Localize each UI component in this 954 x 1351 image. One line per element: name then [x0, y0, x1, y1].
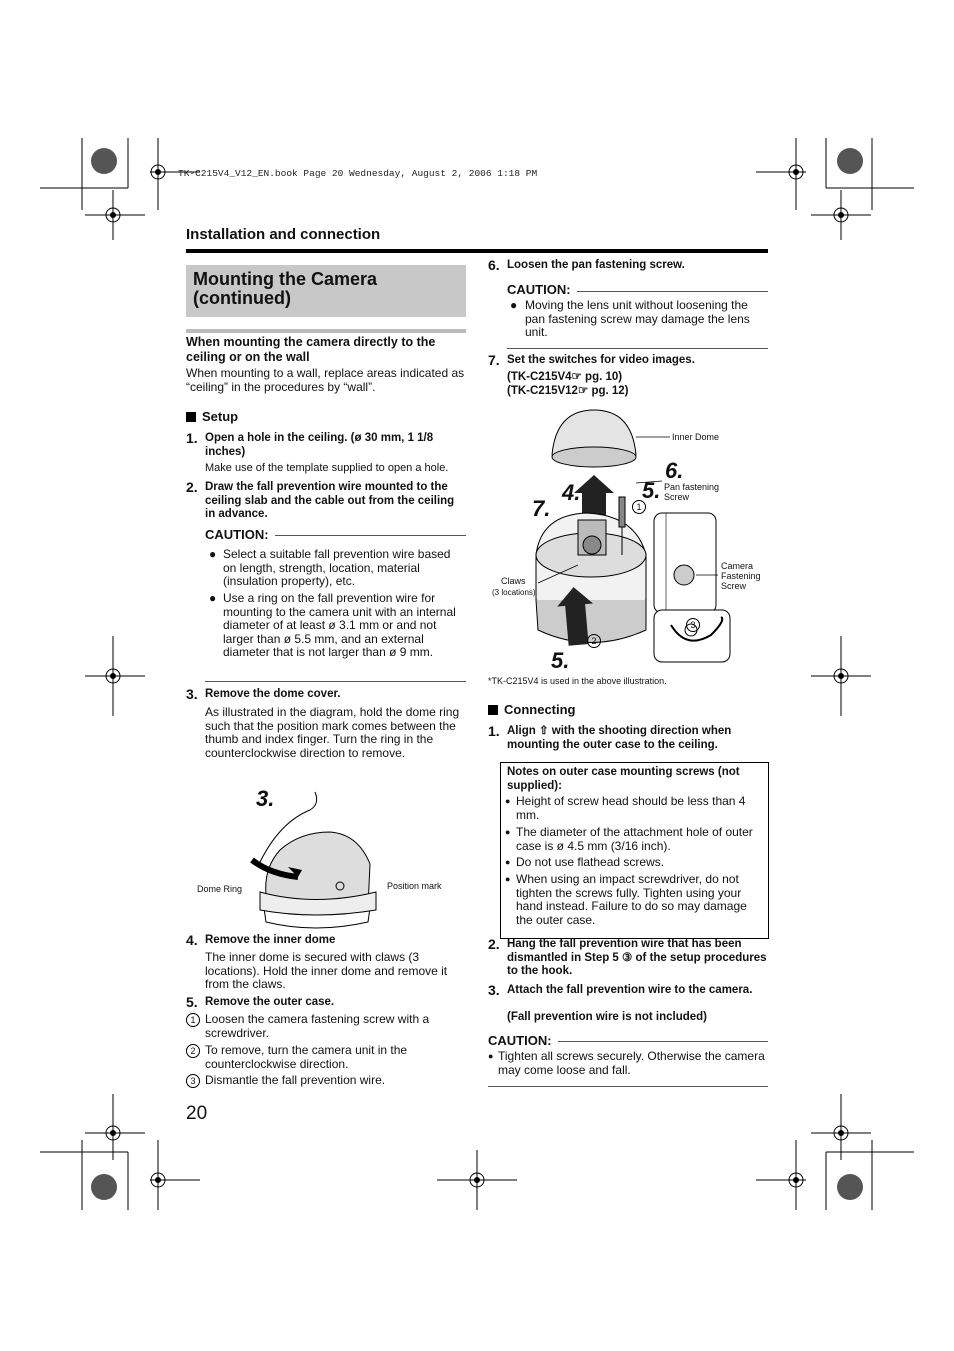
caution-bullet: Moving the lens unit without loosening the pan fastening screw may damage the lens unit. — [525, 298, 750, 339]
caution-rule — [275, 535, 466, 536]
figure-step-number: 3. — [256, 786, 275, 811]
step-text: Loosen the pan fastening screw. — [507, 259, 685, 271]
notes-bullet: When using an impact screwdriver, do not tighten the screws fully. Tighten using your hand instead. Failure to do so may damage the outer case. — [516, 872, 747, 927]
step-text: Set the switches for video images. — [507, 354, 695, 366]
position-mark-label: Position mark — [387, 881, 442, 891]
notes-bullet: Height of screw head should be less than 4 mm. — [516, 794, 746, 822]
step-note: As illustrated in the diagram, hold the dome ring such that the position mark comes between the thumb and index finger. Turn the ring in the counterclockwise direction to remove. — [205, 705, 460, 760]
step-text: Remove the outer case. — [205, 996, 335, 1008]
bullet-dot-icon: ● — [505, 874, 511, 884]
step-number: 7. — [488, 352, 500, 368]
step-number: 1. — [186, 430, 198, 446]
page-title-box — [186, 265, 466, 317]
square-bullet-icon — [186, 412, 196, 422]
book-slug: TK-C215V4_V12_EN.book Page 20 Wednesday, August 2, 2006 1:18 PM — [178, 168, 538, 179]
caution-bullet: Select a suitable fall prevention wire based on length, strength, location, material (insulation property), etc. — [223, 547, 451, 588]
step-note: The inner dome is secured with claws (3 locations). Hold the inner dome and remove it from the claws. — [205, 950, 448, 991]
section-title: Installation and connection — [186, 226, 381, 243]
step-text: Align ⇧ with the shooting direction when mounting the outer case to the ceiling. — [507, 725, 732, 751]
caution-label: CAUTION: — [205, 527, 269, 542]
step-number: 2. — [488, 936, 500, 952]
caution-label: CAUTION: — [507, 282, 571, 297]
step-text: (Fall prevention wire is not included) — [507, 1011, 707, 1023]
bullet-dot-icon: ● — [505, 827, 511, 837]
figure-step-number: 6. — [665, 458, 684, 483]
substep-text: Loosen the camera fastening screw with a screwdriver. — [205, 1012, 430, 1040]
step-number: 3. — [488, 982, 500, 998]
figure-step-number: 7. — [532, 496, 551, 521]
caution-bullet: Use a ring on the fall prevention wire for mounting to the camera unit with an internal diameter of at least ø 3.1 mm or and not larger than ø 5.5 mm, and an external diameter that is not larger than ø 9 mm. — [223, 591, 456, 659]
camera-disassembly-illustration — [486, 405, 766, 675]
step-text: Draw the fall prevention wire mounted to the ceiling slab and the cable out from the ceiling in advance. — [205, 481, 455, 520]
figure-step-number: 5. — [642, 478, 661, 503]
figure-step-number: 4. — [562, 480, 581, 505]
dome-removal-illustration — [190, 782, 470, 932]
pan-screw-label: Pan fastening Screw — [664, 482, 720, 502]
step-number: 1. — [488, 723, 500, 739]
page-title: Mounting the Camera (continued) — [193, 269, 378, 308]
subhead-rule — [186, 329, 466, 333]
bullet-dot-icon: ● — [209, 591, 217, 605]
circled-2-icon: 2 — [587, 634, 605, 648]
caution-end-rule — [205, 681, 466, 682]
caution-rule — [558, 1041, 768, 1042]
claws-label: Claws — [501, 576, 526, 586]
page-reference: (TK-C215V12☞ pg. 12) — [507, 385, 629, 397]
notes-bullet: The diameter of the attachment hole of outer case is ø 4.5 mm (3/16 inch). — [516, 825, 753, 853]
connecting-heading: Connecting — [488, 702, 576, 717]
square-bullet-icon — [488, 705, 498, 715]
step-number: 4. — [186, 932, 198, 948]
figure-footnote: *TK-C215V4 is used in the above illustration. — [488, 676, 667, 686]
camera-screw-label: Camera Fastening Screw — [721, 561, 761, 591]
inner-dome-label: Inner Dome — [672, 432, 720, 442]
dome-ring-label: Dome Ring — [197, 884, 243, 894]
bullet-dot-icon: ● — [510, 298, 518, 312]
caution-label: CAUTION: — [488, 1033, 552, 1048]
circled-1-icon: 1 — [632, 500, 650, 514]
step-note: Make use of the template supplied to open a hole. — [205, 462, 449, 474]
step-text: Open a hole in the ceiling. (ø 30 mm, 1 1/8 inches) — [205, 432, 434, 458]
step-text: Attach the fall prevention wire to the camera. — [507, 984, 753, 996]
bullet-dot-icon: ● — [505, 857, 511, 867]
figure-step-number: 5. — [551, 648, 570, 673]
bullet-dot-icon: ● — [505, 796, 511, 806]
caution-end-rule — [507, 348, 768, 349]
bullet-dot-icon: ● — [488, 1051, 494, 1061]
intro-text: When mounting to a wall, replace areas indicated as “ceiling” in the procedures by “wall”. — [186, 366, 465, 394]
claws-locations-label: (3 locations) — [492, 588, 536, 597]
step-text: Remove the inner dome — [205, 934, 336, 946]
page-number: 20 — [186, 1103, 208, 1124]
bullet-dot-icon: ● — [209, 547, 217, 561]
circled-2-icon: 2 — [186, 1044, 204, 1058]
circled-1-icon: 1 — [186, 1013, 204, 1027]
step-number: 6. — [488, 257, 500, 273]
section-rule — [186, 249, 768, 253]
subheading: When mounting the camera directly to the ceiling or on the wall — [186, 335, 436, 364]
step-number: 5. — [186, 994, 198, 1010]
notes-title: Notes on outer case mounting screws (not supplied): — [507, 766, 740, 792]
step-number: 3. — [186, 686, 198, 702]
step-text: Remove the dome cover. — [205, 688, 341, 700]
step-number: 2. — [186, 479, 198, 495]
circled-3-icon: 3 — [686, 618, 704, 632]
substep-text: To remove, turn the camera unit in the counterclockwise direction. — [205, 1043, 408, 1071]
notes-bullet: Do not use flathead screws. — [516, 855, 665, 869]
caution-end-rule — [488, 1086, 768, 1087]
circled-3-icon: 3 — [186, 1074, 204, 1088]
caution-bullet: Tighten all screws securely. Otherwise the camera may come loose and fall. — [498, 1049, 765, 1077]
substep-text: Dismantle the fall prevention wire. — [205, 1073, 386, 1087]
page-reference: (TK-C215V4☞ pg. 10) — [507, 371, 623, 383]
caution-rule — [577, 291, 768, 292]
setup-heading: Setup — [186, 409, 238, 424]
step-text: Hang the fall prevention wire that has been dismantled in Step 5 ③ of the setup procedures to the hook. — [507, 938, 767, 977]
